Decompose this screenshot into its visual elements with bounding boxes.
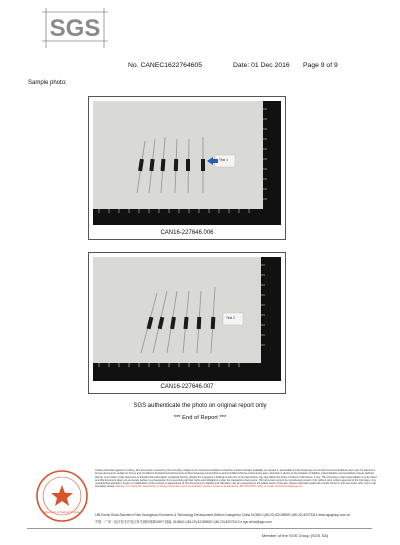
sample-photo-2	[88, 252, 286, 394]
photo-image-1	[93, 101, 281, 225]
address-english: 198 Kezhu Road,Scientech Park Guangzhou Economic & Technology Development District,Guangzhou,China 510663 t (86-20) 82155555 f (86-20) 82075113 www.sgsgroup.com.cn	[95, 513, 351, 517]
terms-paragraph	[95, 469, 380, 489]
inspection-seal-icon	[30, 468, 94, 528]
attention-note: Attention: To check the authenticity of testing /inspection report & certificate, please contact us at telephone: (86-755) 8307 1443, or email: CN.Doccheck@sgs.com	[115, 485, 303, 489]
address-chinese: 中国・广州・经济技术开发区科学城科珠路198号 邮编: 510663 t (86-20) 82155555 f (86-20) 82075113 e sgs.china@sgs.com	[95, 520, 272, 524]
report-number: No. CANEC1622764605	[128, 62, 203, 69]
footer-divider	[27, 528, 372, 529]
authenticate-note: SGS authenticate the photo on original report only	[133, 403, 267, 409]
page-number: Page 9 of 9	[303, 62, 338, 69]
terms-text: Unless otherwise agreed in writing, this document is issued by the Company subject to its General Conditions of Service printed overleaf, available on request or accessible at http://www.sgs.com/en/Terms-and-Conditions.aspx and, for electronic format documents, subject to Terms and Conditions for Electronic Documents at http://www.sgs.com/en/Terms-and-Conditions/Terms-e-Document.aspx. Attention is drawn to the limitation of liability, indemnification and jurisdiction issues defined therein. Any holder of this document is advised that information contained hereon reflects the Company's findings at the time of its intervention only and within the limits of Client's instructions, if any. The Company's sole responsibility is to its Client and this document does not exonerate parties to a transaction from exercising all their rights and obligations under the transaction documents. This document cannot be reproduced except in full, without prior written approval of the Company. Any unauthorized alteration, forgery or falsification of the content or appearance of this document is unlawful and offenders may be prosecuted to the fullest extent of the law. Unless otherwise stated the results shown in this test report refer only to the sample(s) tested.	[95, 469, 377, 489]
report-date: Date: 01 Dec 2016	[233, 62, 290, 69]
svg-text:Inspection & Testing Services: Inspection & Testing Services	[42, 510, 82, 514]
photo-caption-2: CAN16-227646.007	[160, 384, 214, 390]
sample-photo-label: Sample photo:	[28, 80, 67, 86]
svg-text:Test 2: Test 2	[226, 316, 236, 320]
photo-image-2	[93, 257, 281, 381]
svg-text:SGS: SGS	[49, 15, 101, 42]
end-of-report: *** End of Report ***	[173, 415, 227, 421]
member-note: Member of the SGS Group (SGS SA)	[262, 533, 329, 538]
sgs-logo	[42, 8, 108, 48]
photo-caption-1: CAN16-227646.006	[160, 230, 214, 236]
svg-text:Test 1: Test 1	[219, 158, 229, 162]
sample-photo-1	[88, 96, 286, 240]
